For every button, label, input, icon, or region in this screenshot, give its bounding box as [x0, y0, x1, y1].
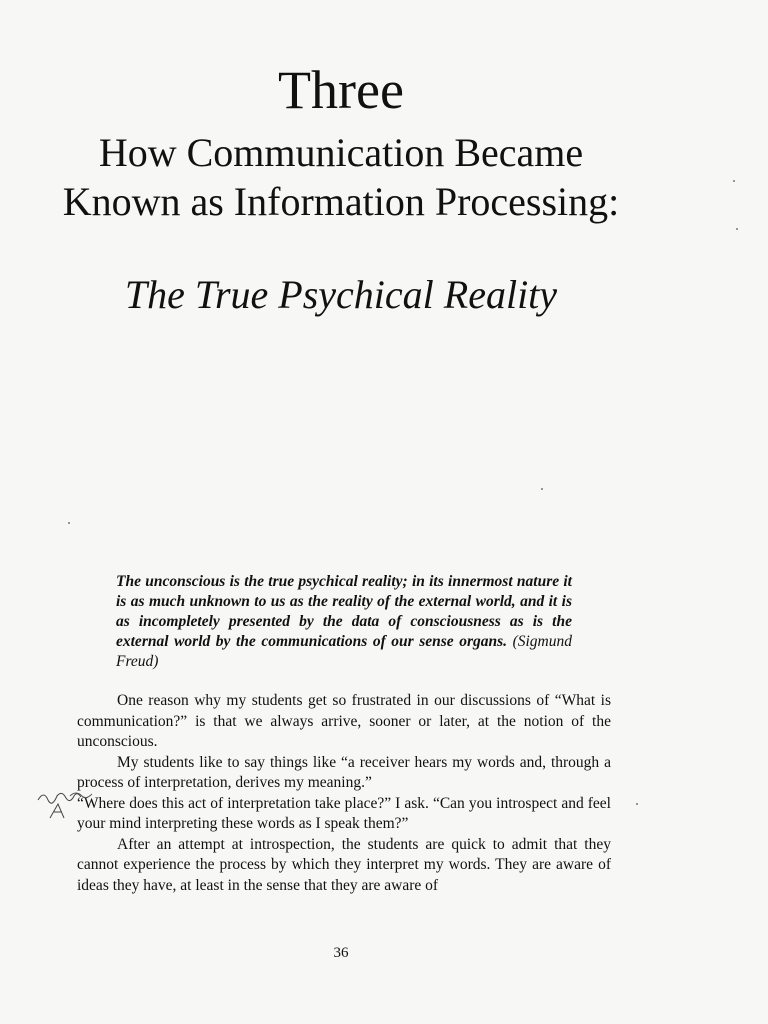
chapter-number: Three — [278, 60, 404, 120]
epigraph-quote: The unconscious is the true psychical reality; in its innermost nature it is as much unknown to us as the reality of the external world, and it is as incompletely presented by the data of consciousness as is the external world by the communications of our sense organs. — [116, 573, 572, 650]
handwritten-annotation — [30, 778, 120, 838]
body-text — [77, 691, 611, 896]
scan-speck — [68, 522, 70, 524]
chapter-subtitle: The True Psychical Reality — [124, 272, 558, 317]
scan-speck — [636, 803, 638, 805]
paragraph: After an attempt at introspection, the students are quick to admit that they cannot experience the process by which they interpret my words. They are aware of ideas they have, at least in the sense that they are aware of — [77, 835, 611, 894]
epigraph — [116, 572, 572, 672]
scan-speck — [736, 228, 738, 230]
paragraph: My students like to say things like “a receiver hears my words and, through a process of interpretation, derives my meaning.” — [77, 753, 611, 791]
page-number: 36 — [333, 945, 349, 961]
epigraph-attribution: (Sigmund Freud) — [116, 633, 573, 670]
scan-speck — [733, 180, 735, 182]
paragraph: One reason why my students get so frustrated in our discussions of “What is communication?” is that we always arrive, sooner or later, at the notion of the unconscious. — [77, 692, 611, 750]
paragraph: “Where does this act of interpretation take place?” I ask. “Can you introspect and feel your mind interpreting these words as I speak them?” — [77, 794, 611, 832]
chapter-title: How Communication Became Known as Information Processing: — [62, 130, 620, 224]
scan-speck — [541, 488, 543, 490]
